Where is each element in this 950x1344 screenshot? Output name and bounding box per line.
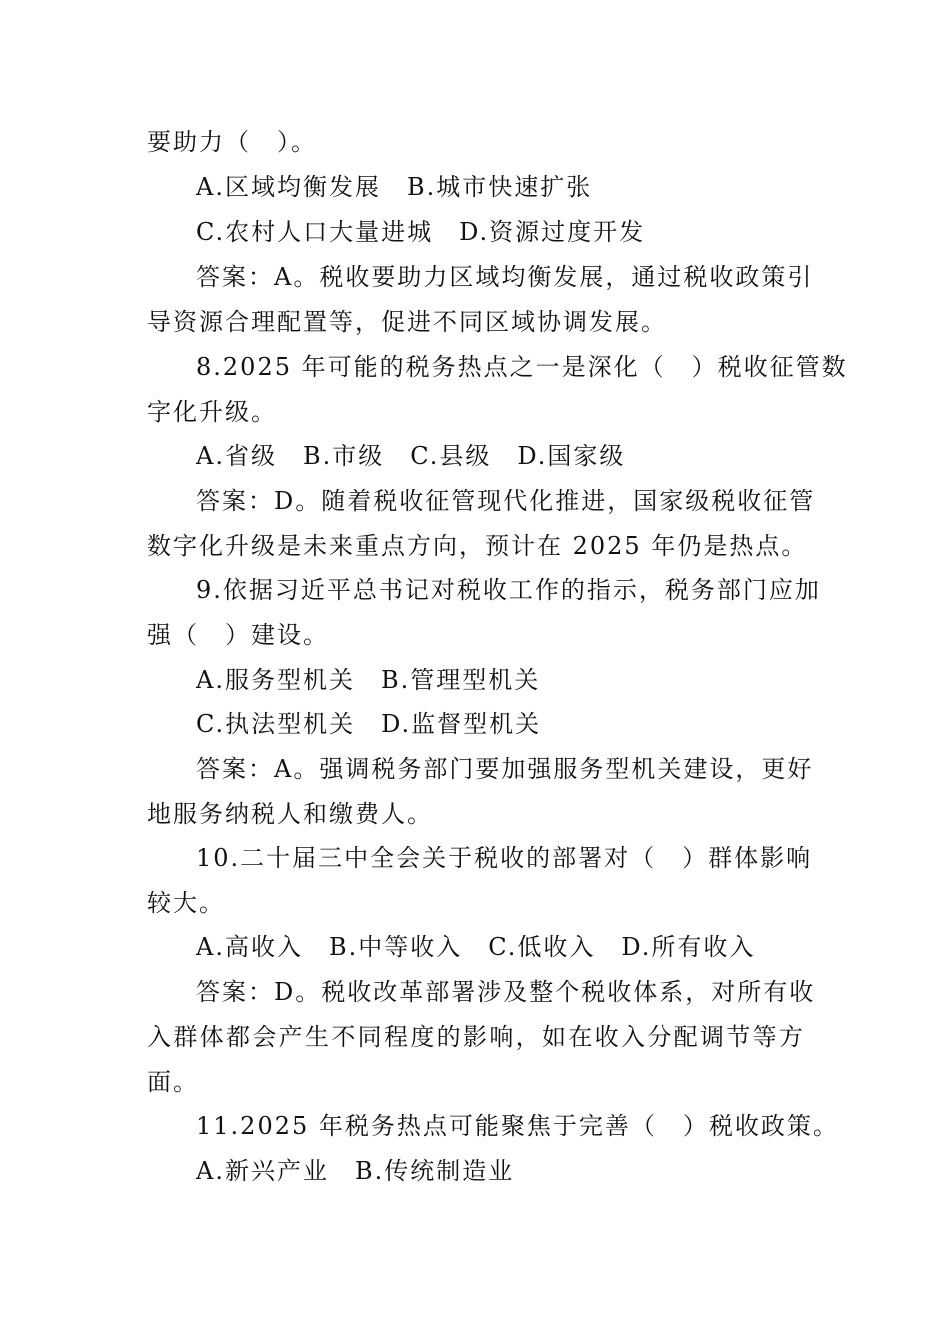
option-a: A.新兴产业 (196, 1157, 329, 1185)
question-9-stem-line-1: 9.依据习近平总书记对税收工作的指示，税务部门应加 (196, 576, 821, 604)
option-c: C.执法型机关 (196, 710, 356, 738)
question-8-stem-line-2: 字化升级。 (147, 398, 277, 426)
option-c: C.县级 (410, 442, 492, 470)
option-c: C.低收入 (488, 933, 596, 961)
question-10-answer-line-2: 入群体都会产生不同程度的影响，如在收入分配调节等方 (147, 1023, 805, 1051)
option-b: B.管理型机关 (380, 666, 541, 694)
question-8-answer-line-1: 答案：D。随着税收征管现代化推进，国家级税收征管 (196, 487, 816, 515)
option-b: B.中等收入 (328, 933, 463, 961)
question-7-options-cd (196, 217, 805, 247)
question-9-options-ab (196, 665, 805, 695)
question-9-stem-line-2: 强（ ）建设。 (147, 621, 329, 649)
question-7-options-ab (196, 172, 805, 202)
option-a: A.高收入 (196, 933, 303, 961)
question-11-stem: 11.2025 年税务热点可能聚焦于完善（ ）税收政策。 (196, 1112, 839, 1140)
option-a: A.省级 (196, 442, 277, 470)
option-a: A.区域均衡发展 (196, 173, 381, 201)
question-7-stem-end: 要助力（ ）。 (147, 128, 317, 156)
question-10-stem-line-1: 10.二十届三中全会关于税收的部署对（ ）群体影响 (196, 844, 813, 872)
question-10-answer-line-3: 面。 (147, 1068, 199, 1096)
question-10-stem-line-2: 较大。 (147, 889, 225, 917)
option-c: C.农村人口大量进城 (196, 218, 434, 246)
option-d: D.所有收入 (621, 933, 756, 961)
option-d: D.监督型机关 (381, 710, 542, 738)
option-a: A.服务型机关 (196, 666, 355, 694)
option-b: B.城市快速扩张 (406, 173, 593, 201)
question-9-options-cd (196, 709, 805, 739)
option-d: D.国家级 (517, 442, 626, 470)
question-7-answer-line-1: 答案：A。税收要助力区域均衡发展，通过税收政策引 (196, 263, 814, 291)
question-9-answer-line-2: 地服务纳税人和缴费人。 (147, 800, 433, 828)
question-10-answer-line-1: 答案：D。税收改革部署涉及整个税收体系，对所有收 (196, 978, 816, 1006)
question-8-options (196, 441, 805, 471)
question-8-stem-line-1: 8.2025 年可能的税务热点之一是深化（ ）税收征管数 (196, 353, 848, 381)
question-10-options (196, 932, 805, 962)
question-9-answer-line-1: 答案：A。强调税务部门要加强服务型机关建设，更好 (196, 755, 814, 783)
option-b: B.传统制造业 (354, 1157, 515, 1185)
option-d: D.资源过度开发 (459, 218, 646, 246)
question-11-options-ab (196, 1156, 805, 1186)
option-b: B.市级 (302, 442, 385, 470)
question-8-answer-line-2: 数字化升级是未来重点方向，预计在 2025 年仍是热点。 (147, 532, 808, 560)
question-7-answer-line-2: 导资源合理配置等，促进不同区域协调发展。 (147, 308, 667, 336)
